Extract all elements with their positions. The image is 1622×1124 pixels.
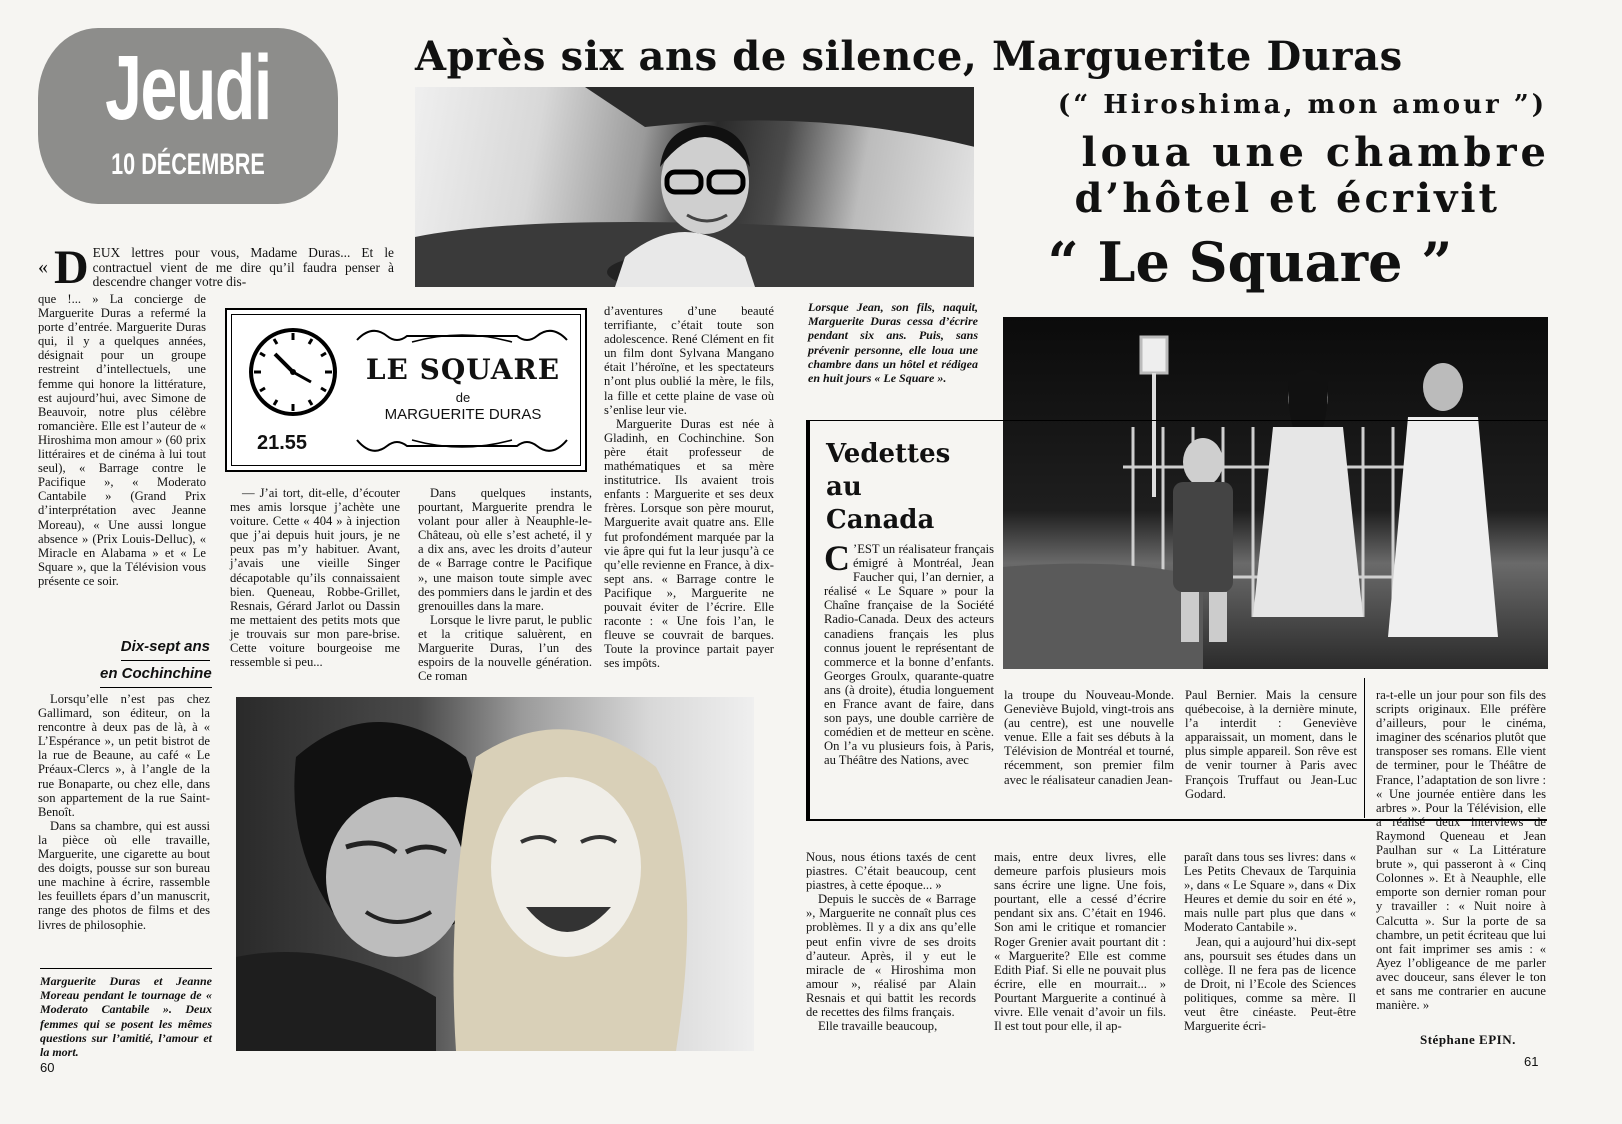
headline-line4: d’hôtel et écrivit: [1074, 175, 1500, 222]
column-d: Nous, nous étions taxés de cent piastres. C’était beaucoup, cent piastres, à cette époque... » Depuis le succès de « Barrage », Marguerite ne connaît plus ces problèmes. Il y a dix ans qu’elle peut enfin vivre de ses droits d’auteur. Après, il y eut le miracle de « Hiroshima mon amour », réalisé par Alain Resnais et qui battit les records de recettes des films français. Elle travaille beaucoup,: [806, 850, 976, 1034]
headline-line1: Après six ans de silence, Marguerite Duras: [415, 33, 1403, 80]
program-author: MARGUERITE DURAS: [384, 406, 542, 423]
column-v2: la troupe du Nouveau-Monde. Geneviève Bujold, vingt-trois ans (au centre), est une nouvelle venue. Elle a fait ses débuts à la Télévision de Montréal et tourné, récemment, son premier film avec le réalisateur canadien Jean-: [1004, 688, 1174, 787]
intro-column: [38, 241, 394, 294]
vedettes-dropcap: C: [824, 538, 850, 578]
page-number-left: 60: [40, 1060, 55, 1075]
program-box: [225, 308, 587, 472]
badge-date: 10 DÉCEMBRE: [111, 148, 265, 181]
clock-icon: [245, 324, 341, 420]
program-title: LE SQUARE: [365, 353, 561, 386]
signature: Stéphane EPIN.: [1420, 1032, 1516, 1047]
program-time: 21.55: [257, 432, 308, 454]
program-de: de: [455, 390, 471, 405]
intro-quote-open: «: [38, 256, 48, 278]
caption-car: Lorsque Jean, son fils, naquit, Marguerite Duras cessa d’écrire pendant six ans. Puis, sans prévenir personne, elle loua une chambre dans un hôtel et rédigea en huit jours « Le Square ».: [808, 300, 978, 386]
vedettes-body: C ’EST un réalisateur français émigré à Montréal, Jean Faucher qui, l’an dernier, a réalisé « Le Square » pour la Chaîne française de la Société Radio-Canada. Deux des acteurs canadiens français les plus connus jouent le représentant de commerce et la bonne d’enfants. Georges Groulx, quarante-quatre ans (à droite), étudia longuement en France avant de faire, dans son pays, une double carrière de comédien et de metteur en scène. On l’a vu plusieurs fois, à Paris, au Théâtre des Nations, avec: [824, 538, 994, 768]
page-number-right: 61: [1524, 1054, 1539, 1069]
caption-duras-moreau: Marguerite Duras et Jeanne Moreau pendant le tournage de « Moderato Cantabile ». Deux femmes qui se posent les mêmes questions sur l’amitié, l’amour et la mort.: [40, 974, 212, 1060]
duras-moreau-illustration: [236, 697, 754, 1051]
column-f: paraît dans tous ses livres: dans « Les Petits Chevaux de Tarquinia », dans « Le Square », dans « Dix Heures et demie du soir en été », mais nulle part plus que dans « Moderato Cantabile ». Jean, qui a aujourd’hui dix-sept ans, poursuit ses études dans un collège. Il ne fera pas de licence de Droit, ni l’Ecole des Sciences politiques, comme sa mère. Il veut être cinéaste. Peut-être Marguerite écri-: [1184, 850, 1356, 1034]
car-photo-illustration: [415, 87, 974, 287]
column-b1: — J’ai tort, dit-elle, d’écouter mes amis lorsque j’achète une voiture. Cette « 404 » à injection que j’ai depuis huit jours, je ne peux pas m’y habituer. Avant, j’avais une vieille Singer décapotable qu’ils connaissaient bien. Queneau, Robbe-Grillet, Resnais, Gérard Jarlot ou Dassin me mettaient des petits mots que je trouvais sur mon pare-brise. Cette voiture bourgeoise me ressemble si peu...: [230, 486, 400, 670]
photo-duras-in-car: [415, 87, 974, 287]
ornament-top: [352, 322, 572, 352]
ornament-bottom: [352, 430, 572, 460]
column-a2: Lorsqu’elle n’est pas chez Gallimard, son éditeur, on la rencontre à deux pas de là, à « L’Espérance », un petit bistrot de la rue de Beaune, au café « Le Préaux-Clercs », à l’angle de la rue Bonaparte, ou chez elle, dans son appartement de la rue Saint-Benoît. Dans sa chambre, qui est aussi la pièce où elle travaille, Marguerite, une cigarette au bout des doigts, pousse sur son bureau une machine à écrire, rassemble les feuillets épars d’un manuscrit, range des photos de films et des livres de philosophie.: [38, 692, 210, 932]
caption2-rule: [40, 968, 212, 969]
intro-body: que !... » La concierge de Marguerite Duras a refermé la porte d’entrée. Marguerite Duras qui, il y a quelques années, désignait pour un groupe restreint d’intellectuels, une femme qui honore la littérature, est aujourd’hui, avec Simone de Beauvoir, notre plus célèbre romancière. Elle est l’auteur de « Hiroshima mon amour » (60 prix littéraires et de cinéma à lui tout seul), « Barrage contre le Pacifique », « Moderato Cantabile » (Grand Prix d’interprétation avec Jeanne Moreau), « Une aussi longue absence » (Prix Louis-Delluc), « Miracle en Alabama » et « Le Square », que la Télévision vous présente ce soir.: [38, 292, 206, 588]
badge-day: Jeudi: [105, 37, 271, 139]
vedettes-divider: [1364, 678, 1365, 818]
photo-duras-moreau: [236, 697, 754, 1051]
headline-line3: loua une chambre: [1081, 129, 1550, 176]
intro-dropcap: D: [54, 241, 89, 294]
column-e: mais, entre deux livres, elle demeure parfois plusieurs mois sans écrire une ligne. Une fois, pourtant, elle a cessé d’écrire pendant six ans. C’était en 1946. Son ami le critique et romancier Roger Grenier avait pourtant dit : « Marguerite? Elle est comme Edith Piaf. Si elle ne pouvait plus écrire, elle en mourrait... » Pourtant Marguerite a continué à vivre. Elle venait d’avoir un fils. Il est tout pour elle, il ap-: [994, 850, 1166, 1034]
vedettes-title: Vedettes au Canada: [826, 439, 951, 535]
intro-lead: EUX lettres pour vous, Madame Duras... Et le contractuel vient de me dire qu’il faudra penser à descendre changer votre dis-: [92, 245, 394, 290]
column-b2: Dans quelques instants, pourtant, Marguerite prendra le volant pour aller à Neauphle-le-Château, où elle s’est acheté, il y a dix ans, avec les droits d’auteur de « Barrage contre le Pacifique », une maison toute simple avec des pommiers dans le jardin et des grenouilles dans la mare. Lorsque le livre parut, le public et la critique saluèrent, en Marguerite Duras, l’un des espoirs de la nouvelle génération. Ce roman: [418, 486, 592, 684]
column-v3: Paul Bernier. Mais la censure québecoise, à la dernière minute, l’a interdit : Geneviève apparaissait, un moment, dans le plus simple appareil. Son rêve est de venir tourner à Paris avec François Truffaut ou Jean-Luc Godard.: [1185, 688, 1357, 801]
vedettes-box-left-border: [806, 420, 810, 820]
column-g: ra-t-elle un jour pour son fils des scripts originaux. Elle préfère d’ailleurs, pour le cinéma, imaginer des scénarios plutôt que transposer ses romans. Elle vient de terminer, pour le Théâtre de France, l’adaptation de son livre : « Une journée entière dans les arbres ». Pour la Télévision, elle a réalisé deux interviews de Raymond Queneau et Jean Paulhan sur « La Littérature brute », qui passeront à « Cinq Colonnes ». Et à Neauphle, elle emporte son dernier roman pour y travailler : « Nuit noire à Calcutta ». Sur la porte de sa chambre, un petit écriteau que lui ont fait imprimer ses amis : « Ayez l’obligeance de me parler avec douceur, sans élever le ton et sans me contrarier en aucune manière. »: [1376, 688, 1546, 1013]
subhead-cochinchine: Dix-sept ans en Cochinchine: [100, 634, 210, 688]
headline-line2: (“ Hiroshima, mon amour ”): [1057, 90, 1547, 120]
headline-line5: “ Le Square ”: [1047, 230, 1453, 294]
column-c: d’aventures d’une beauté terrifiante, c’était toute son adolescence. René Clément en fit un film dont Sylvana Mangano était l’héroïne, et les spectateurs n’ont plus oublié la mère, le fils, la fille et cette plaine de vase où s’enlise leur vie. Marguerite Duras est née à Gladinh, en Cochinchine. Son père était professeur de mathématiques et sa mère institutrice. Ils avaient trois enfants : Marguerite et ses deux frères. Lorsque son père mourut, Marguerite avait quatre ans. Elle fut profondément marquée par la vie âpre qui fut la leur jusqu’à ce qu’elle revienne en France, à dix-sept ans. « Barrage contre le Pacifique », Marguerite ne pouvait éviter de l’écrire. Elle raconte : « Une fois l’an, le fleuve se couvrait de barques. Toute la province partait payer ses impôts.: [604, 304, 774, 671]
day-badge: [38, 28, 338, 204]
